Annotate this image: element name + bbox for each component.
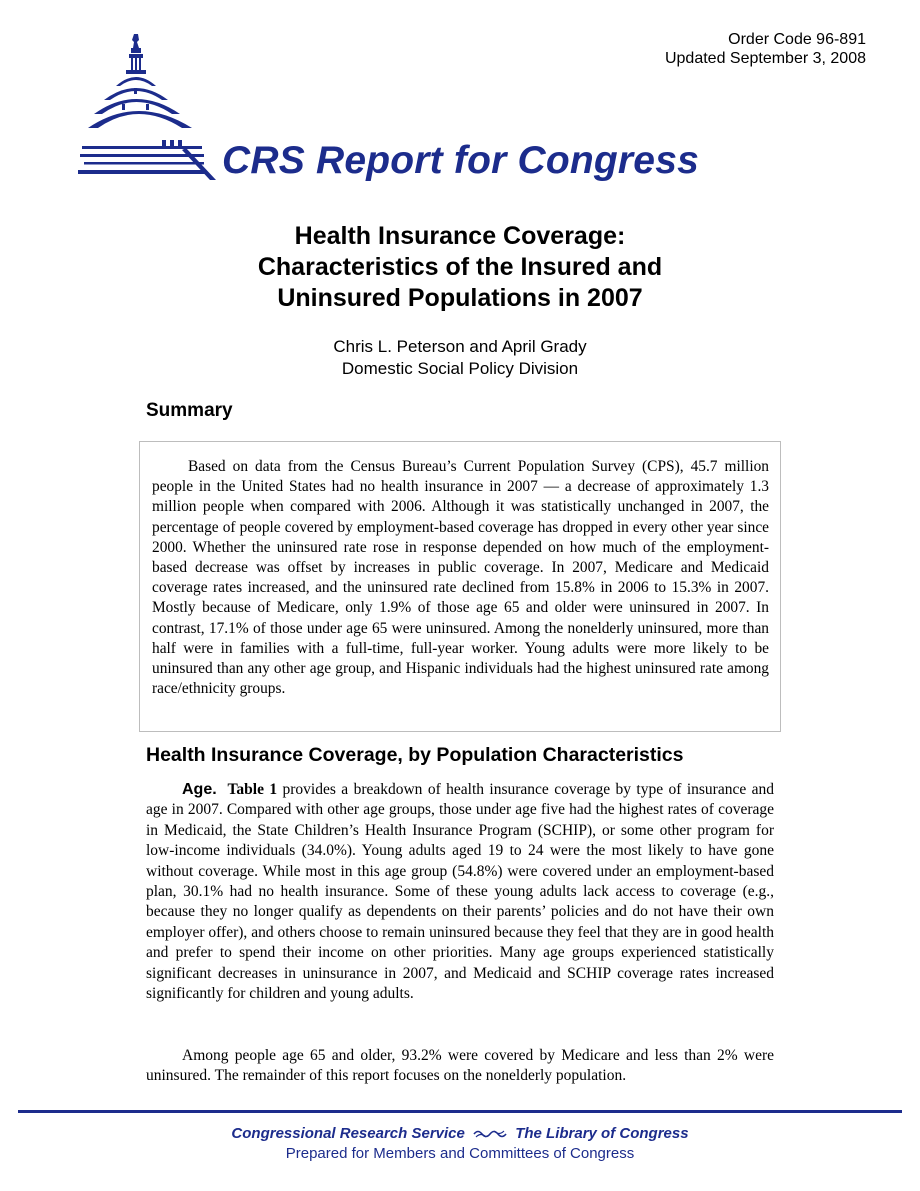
footer-prepared: Prepared for Members and Committees of Congress [285,1145,635,1162]
section-heading: Health Insurance Coverage, by Population Characteristics [146,744,684,766]
author-division: Domestic Social Policy Division [341,359,579,378]
report-title [0,221,920,314]
summary-box [139,441,781,732]
table-reference: Table 1 [227,781,278,798]
title-line-2: Characteristics of the Insured and [257,253,663,281]
title-line-1: Health Insurance Coverage: [294,222,626,250]
title-line-3: Uninsured Populations in 2007 [277,284,643,312]
order-code-block [665,30,866,68]
footer-loc: The Library of Congress [515,1125,689,1142]
author-block [0,336,920,380]
footer-crs: Congressional Research Service [231,1125,465,1142]
summary-text: Based on data from the Census Bureau’s Current Population Survey (CPS), 45.7 million people in the United States had no health insurance in 2007 — a decrease of approximately 1.3 million people when compared with 2006. Although it was statistically unchanged in 2007, the percentage of people covered by employment-based coverage has dropped in every other year since 2000. Whether the uninsured rate rose in response depended on how much of the employment-based decrease was offset by increases in public coverage. In 2007, Medicare and Medicaid coverage rates increased, and the uninsured rate declined from 15.8% in 2006 to 15.3% in 2007. Mostly because of Medicare, only 1.9% of those age 65 and older were uninsured in 2007. In contrast, 17.1% of those under age 65 were uninsured. Among the nonelderly uninsured, more than half were in families with a full-time, full-year worker. Young adults were more likely to be uninsured than any other age group, and Hispanic individuals had the highest uninsured rate among race/ethnicity groups. [152,458,769,698]
elderly-paragraph: Among people age 65 and older, 93.2% were covered by Medicare and less than 2% were uninsured. The remainder of this report focuses on the nonelderly population. [146,1047,774,1085]
footer-organization [0,1125,920,1142]
age-paragraph [146,780,774,1004]
crs-report-logo-text: CRS Report for Congress [222,139,699,182]
swirl-ornament-icon [472,1128,508,1140]
age-label: Age. [182,781,217,798]
summary-heading: Summary [146,400,233,421]
footer-divider [18,1110,902,1113]
author-names: Chris L. Peterson and April Grady [333,337,587,356]
order-code: Order Code 96-891 [728,31,866,48]
updated-date: Updated September 3, 2008 [664,50,866,67]
age-paragraph-text: provides a breakdown of health insurance coverage by type of insurance and age in 2007. Compared with other age groups, those under age five had the highest rates of coverage in Medicaid, the State Children’s Health Insurance Program (SCHIP), or some other program for low-income individuals (34.0%). Young adults aged 19 to 24 were the most likely to have gone without coverage. While most in this age group (54.8%) were covered under an employment-based plan, 30.1% had no health insurance. Some of these young adults lack access to coverage (e.g., because they no longer qualify as dependents on their parents’ policies and do not have their own employer offer), and others choose to remain uninsured because they feel that they are in good health and prefer to spend their income on other priorities. Many age groups experienced statistically significant decreases in uninsurance in 2007, and Medicaid and SCHIP coverage rates increased significantly for children and young adults. [146,781,775,1003]
